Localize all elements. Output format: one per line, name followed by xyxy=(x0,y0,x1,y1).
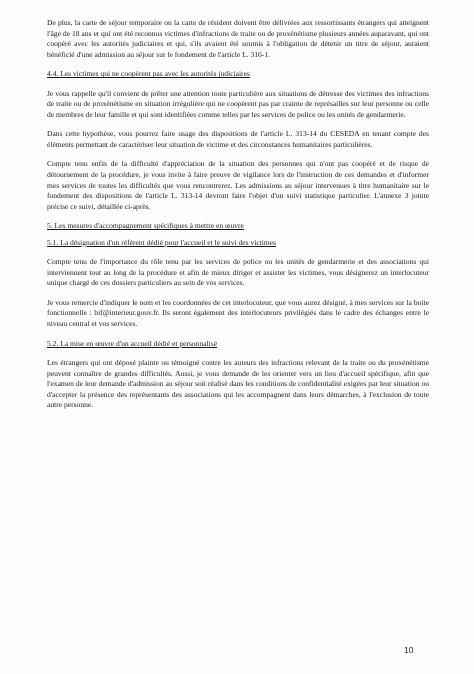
paragraph-5-2-a: Les étrangers qui ont déposé plainte ou témoigné contre les auteurs des infractions relevant de la traite ou du proxénétisme peuvent connaître de grandes difficultés. Aussi, je vous demande de les orienter vers un lieu d'accueil spécifique, afin que l'examen de leur demande d'admission au séjour soit réalisé dans les conditions de confidentialité exigées par leur situation ou d'accepter la présence des représentants des associations qui les accompagnent dans leurs démarches, à l'exclusion de toute autre personne. xyxy=(47,358,429,410)
paragraph-4-4-c: Compte tenu enfin de la difficulté d'appréciation de la situation des personnes qui n'ont pas coopéré et de risque de détournement de la procédure, je vous invite à faire preuve de vigilance lors de l'instruction de ces demandes et d'informer mes services de toutes les difficultés que vous rencontrerez. Les admissions au séjour intervenues à titre humanitaire sur le fondement des dispositions de l'article L. 313-14 devront faire l'objet d'un suivi statistique particulier. L'annexe 3 jointe précise ce suivi, détaillée ci-après. xyxy=(47,159,429,211)
heading-section-5: 5. Les mesures d'accompagnement spécifiques à mettre en œuvre xyxy=(47,221,244,231)
paragraph-intro: De plus, la carte de séjour temporaire ou la carte de résident doivent être délivrées aux ressortissants étrangers qui atteignent l'âge de 18 ans et qui ont été reconnus victimes d'infractions de traite ou de proxénétisme plusieurs années auparavant, qui ont coopéré avec les autorités judiciaires et qui, s'ils avaient été soumis à l'obligation de détenir un titre de séjour, auraient bénéficié d'une admission au séjour sur le fondement de l'article L. 316-1. xyxy=(47,18,429,59)
page-content xyxy=(47,18,429,411)
paragraph-5-1-a: Compte tenu de l'importance du rôle tenu par les services de police ou les unités de gendarmerie et des associations qui interviennent tout au long de la procédure et afin de mieux diriger et assister les victimes, vous désignerez un interlocuteur unique chargé de ces dossiers particuliers au sein de vos services. xyxy=(47,257,429,288)
heading-section-5-2: 5.2. La mise en œuvre d'un accueil dédié et personnalisé xyxy=(47,338,218,348)
page-number: 10 xyxy=(404,645,414,655)
paragraph-5-1-b: Je vous remercie d'indiquer le nom et les coordonnées de cet interlocuteur, que vous aurez désigné, à mes services sur la boite fonctionnelle : bif@interieur.gouv.fr. Ils seront également des interlocuteurs privilégiés dans le cadre des échanges entre le niveau central et vos services. xyxy=(47,297,429,329)
heading-section-5-1: 5.1. La désignation d'un référent dédié pour l'accueil et le suivi des victimes xyxy=(47,237,277,247)
paragraph-4-4-a: Je vous rappelle qu'il convient de prêter une attention toute particulière aux situations de détresse des victimes des infractions de traite ou de proxénétisme en situation irrégulière qui ne coopèrent pas par crainte de représailles sur leur personne ou celle de membres de leur famille et qui sont identifiées comme telles par les services de police ou les unités de gendarmerie. xyxy=(47,88,429,119)
heading-section-4-4: 4.4. Les victimes qui ne coopèrent pas avec les autorités judiciaires xyxy=(47,69,250,79)
paragraph-4-4-b: Dans cette hypothèse, vous pourrez faire usage des dispositions de l'article L. 313-14 du CESEDA en tenant compte des éléments permettant de caractériser leur situation de victime et des circonstances humanitaires particulières. xyxy=(47,129,429,149)
